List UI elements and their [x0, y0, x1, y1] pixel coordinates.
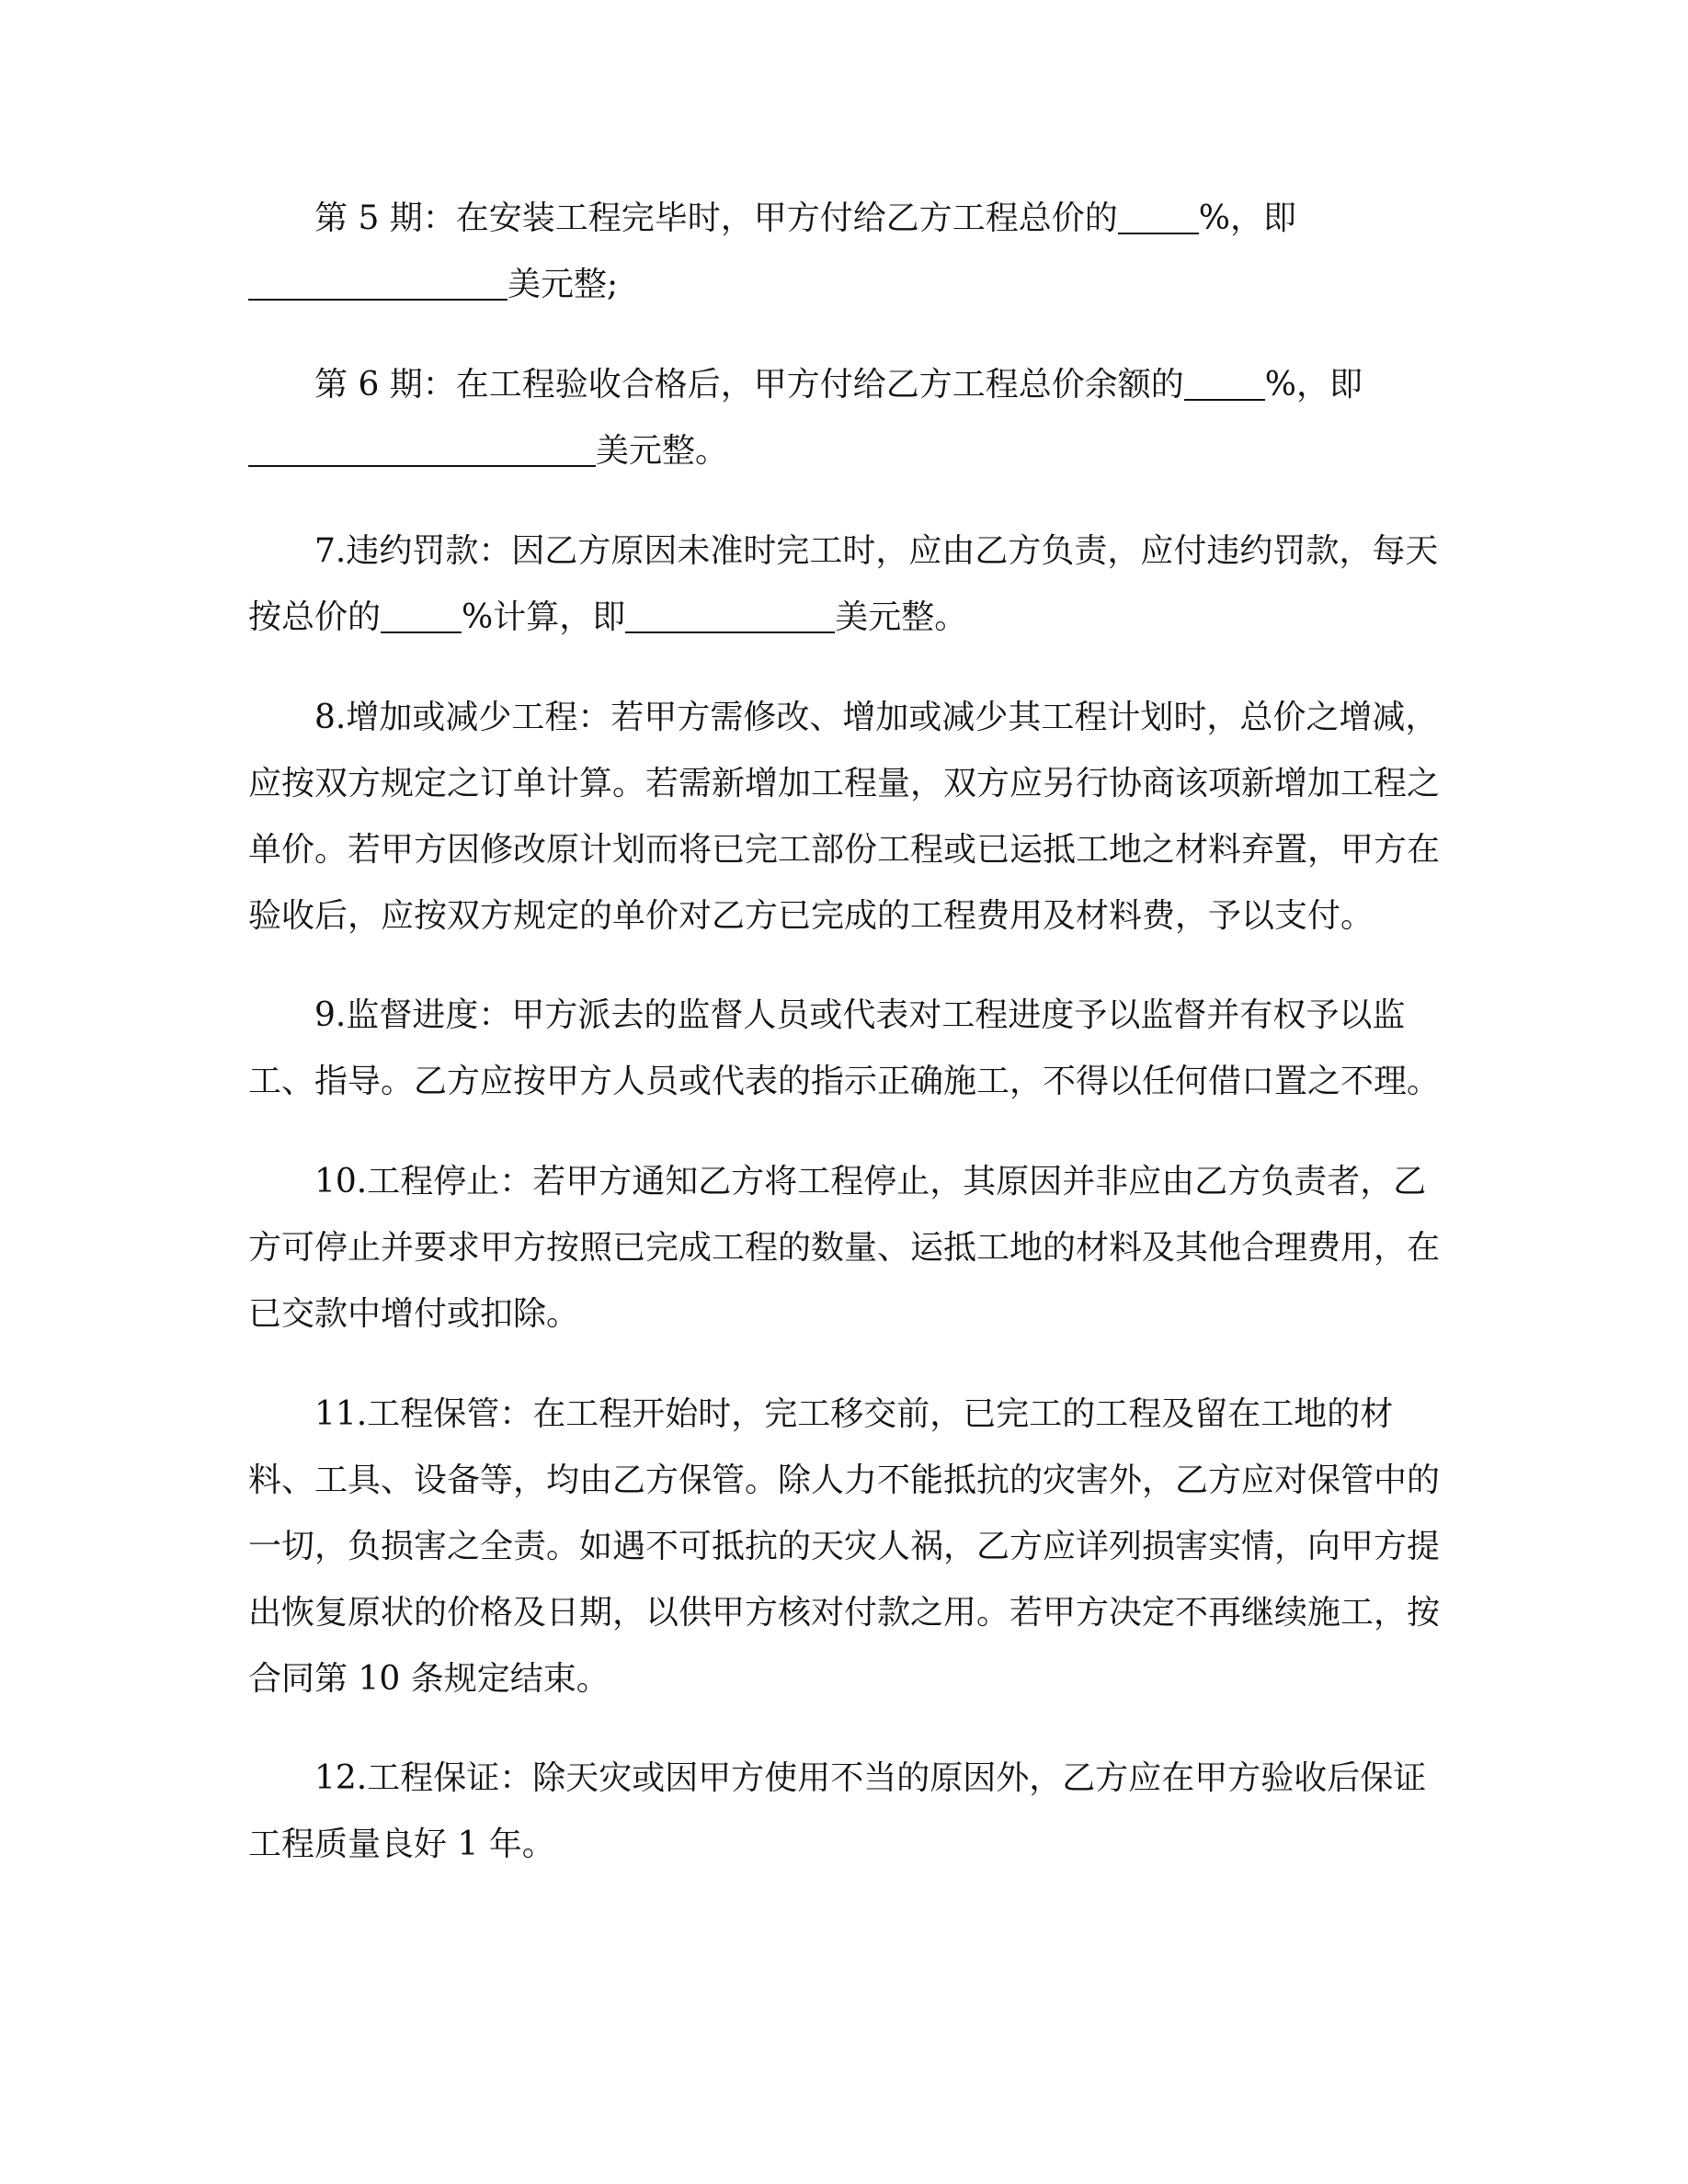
- clause-9-supervision: [248, 983, 1443, 1115]
- clause-line: 10.工程停止：若甲方通知乙方将工程停止，其原因并非应由乙方负责者，乙: [314, 1163, 1427, 1200]
- clause-line: 应按双方规定之订单计算。若需新增加工程量，双方应另行协商该项新增加工程之: [248, 765, 1441, 802]
- clause-line: [248, 186, 1443, 252]
- clause-line: 工、指导。乙方应按甲方人员或代表的指示正确施工，不得以任何借口置之不理。: [248, 1063, 1441, 1100]
- clause-12-warranty: [248, 1746, 1443, 1878]
- clause-7-penalty: [248, 518, 1443, 651]
- clause-installment-6: [248, 352, 1443, 484]
- clause-line: 7.违约罚款：因乙方原因未准时完工时，应由乙方负责，应付违约罚款，每天: [314, 532, 1439, 570]
- clause-text: 美元整;: [508, 266, 619, 303]
- clause-line: [248, 252, 1443, 318]
- clause-text: %，即: [1264, 366, 1363, 404]
- clause-installment-5: [248, 186, 1443, 318]
- clause-line: 验收后，应按双方规定的单价对乙方已完成的工程费用及材料费，予以支付。: [248, 897, 1374, 935]
- clause-text: 第 6 期：在工程验收合格后，甲方付给乙方工程总价余额的: [314, 366, 1184, 404]
- clause-line: 方可停止并要求甲方按照已完成工程的数量、运抵工地的材料及其他合理费用，在: [248, 1229, 1441, 1267]
- amount-blank: [248, 266, 508, 301]
- clause-line: 12.工程保证：除天灾或因甲方使用不当的原因外，乙方应在甲方验收后保证: [314, 1759, 1427, 1797]
- amount-blank: [625, 598, 835, 633]
- clause-text: 美元整。: [596, 432, 729, 470]
- clause-line: 工程质量良好 1 年。: [248, 1826, 555, 1863]
- clause-line: 出恢复原状的价格及日期，以供甲方核对付款之用。若甲方决定不再继续施工，按: [248, 1594, 1441, 1632]
- clause-line: 料、工具、设备等，均由乙方保管。除人力不能抵抗的灾害外，乙方应对保管中的: [248, 1462, 1441, 1499]
- clause-line: [248, 585, 1443, 651]
- clause-text: %计算，即: [462, 598, 626, 636]
- clause-line: 单价。若甲方因修改原计划而将已完工部份工程或已运抵工地之材料弃置，甲方在: [248, 831, 1441, 869]
- percent-blank: [1184, 366, 1265, 401]
- percent-blank: [1118, 199, 1199, 234]
- clause-line: 8.增加或减少工程：若甲方需修改、增加或减少其工程计划时，总价之增减，: [314, 699, 1439, 736]
- clause-text: %，即: [1198, 199, 1297, 237]
- clause-text: 美元整。: [835, 598, 968, 636]
- clause-line: 一切，负损害之全责。如遇不可抵抗的天灾人祸，乙方应详列损害实情，向甲方提: [248, 1528, 1441, 1565]
- amount-blank: [248, 432, 596, 467]
- clause-8-changes: [248, 685, 1443, 950]
- clause-line: 已交款中增付或扣除。: [248, 1295, 580, 1333]
- clause-line: [248, 418, 1443, 484]
- clause-line: 合同第 10 条规定结束。: [248, 1660, 610, 1698]
- clause-line: [248, 352, 1443, 418]
- percent-blank: [381, 598, 462, 633]
- clause-10-stoppage: [248, 1149, 1443, 1348]
- clause-text: 按总价的: [248, 598, 382, 636]
- clause-line: 11.工程保管：在工程开始时，完工移交前，已完工的工程及留在工地的材: [314, 1395, 1394, 1433]
- clause-text: 第 5 期：在安装工程完毕时，甲方付给乙方工程总价的: [314, 199, 1118, 237]
- clause-11-custody: [248, 1382, 1443, 1712]
- clause-line: 9.监督进度：甲方派去的监督人员或代表对工程进度予以监督并有权予以监: [314, 996, 1406, 1034]
